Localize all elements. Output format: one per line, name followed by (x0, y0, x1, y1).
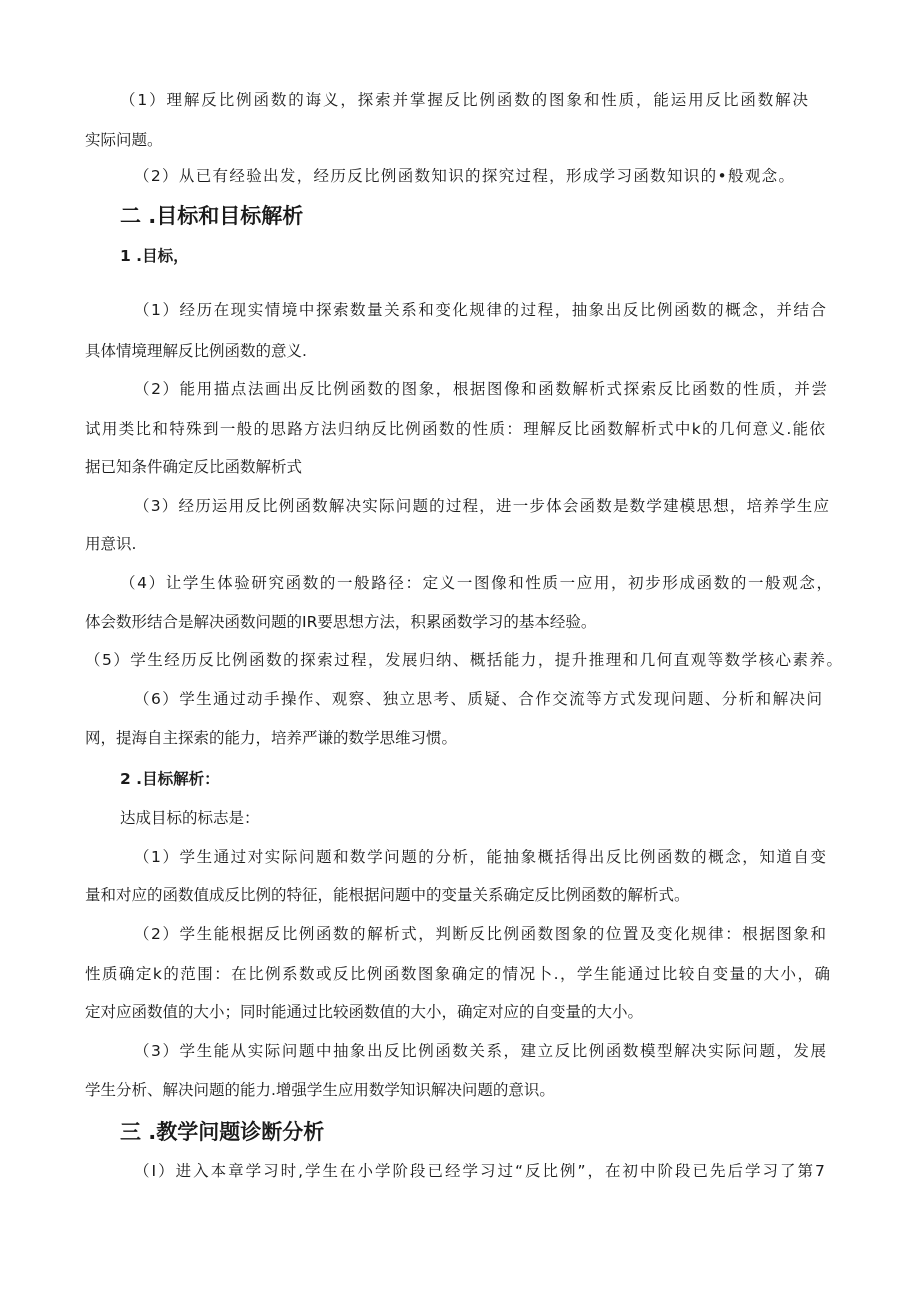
paragraph-line: 定对应函数值的大小；同时能通过比较函数值的大小，确定对应的自变量的大小。 (85, 1003, 644, 1021)
paragraph-line: （3）经历运用反比例函数解决实际问题的过程，进一步体会函数是数学建模思想，培养学生应 (134, 497, 831, 515)
subsection-heading: 2 .目标解析： (120, 770, 220, 788)
paragraph-line: 性质确定k的范围：在比例系数或反比例函数图象确定的情况卜.，学生能通过比较自变量的大小，确 (85, 965, 832, 983)
paragraph-line: 达成目标的标志是： (120, 809, 260, 827)
paragraph-line: （4）让学生体验研究函数的一般路径：定义一图像和性质一应用，初步形成函数的一般观念， (120, 574, 834, 592)
paragraph-line: （1）理解反比例函数的诲义，探索并掌握反比例函数的图象和性质，能运用反比函数解决 (120, 91, 810, 109)
paragraph-line: （2）从已有经验出发，经历反比例函数知识的探究过程，形成学习函数知识的•般观念。 (134, 167, 796, 185)
paragraph-line: （5）学生经历反比例函数的探索过程，发展归纳、概括能力，提升推理和几何直观等数学核心素养。 (85, 651, 844, 669)
section-heading: 二 .目标和目标解析 (120, 204, 304, 228)
subsection-heading: 1 .目标， (120, 247, 189, 265)
paragraph-line: 量和对应的函数值成反比例的特征，能根据问题中的变量关系确定反比例函数的解析式。 (85, 886, 690, 904)
paragraph-line: （1）经历在现实情境中探索数量关系和变化规律的过程，抽象出反比例函数的概念，并结合 (134, 301, 828, 319)
paragraph-line: （6）学生通过动手操作、观察、独立思考、质疑、合作交流等方式发现问题、分析和解决问 (134, 690, 824, 708)
paragraph-line: 实际问题。 (85, 131, 163, 149)
paragraph-line: （1）学生通过对实际问题和数学问题的分析，能抽象概括得出反比例函数的概念，知道自变 (134, 848, 828, 866)
paragraph-line: 试用类比和特殊到一般的思路方法归纳反比例函数的性质：理解反比函数解析式中k的几何意义.能依 (85, 420, 827, 438)
paragraph-line: 具体情境理解反比例函数的意义. (85, 342, 307, 360)
paragraph-line: 据已知条件确定反比函数解析式 (85, 458, 303, 476)
paragraph-line: （2）学生能根据反比例函数的解析式，判断反比例函数图象的位置及变化规律：根据图象和 (134, 925, 828, 943)
paragraph-line: （2）能用描点法画出反比例函数的图象，根据图像和函数解析式探索反比函数的性质，并尝 (134, 380, 829, 398)
paragraph-line: 用意识. (85, 535, 137, 553)
paragraph-line: 网，提海自主探索的能力，培养严谦的数学思维习惯。 (85, 729, 458, 747)
section-heading: 三 .教学问题诊断分析 (120, 1120, 325, 1144)
paragraph-line: 体会数形结合是解决函数问题的IR要思想方法，积累函数学习的基本经验。 (85, 613, 597, 631)
paragraph-line: （3）学生能从实际问题中抽象出反比例函数关系，建立反比例函数模型解决实际问题，发展 (134, 1042, 828, 1060)
paragraph-line: 学生分析、解决问题的能力.增强学生应用数学知识解决问题的意识。 (85, 1081, 555, 1099)
paragraph-line: （I）进入本章学习时,学生在小学阶段已经学习过“反比例”，在初中阶段已先后学习了第7 (134, 1162, 827, 1180)
